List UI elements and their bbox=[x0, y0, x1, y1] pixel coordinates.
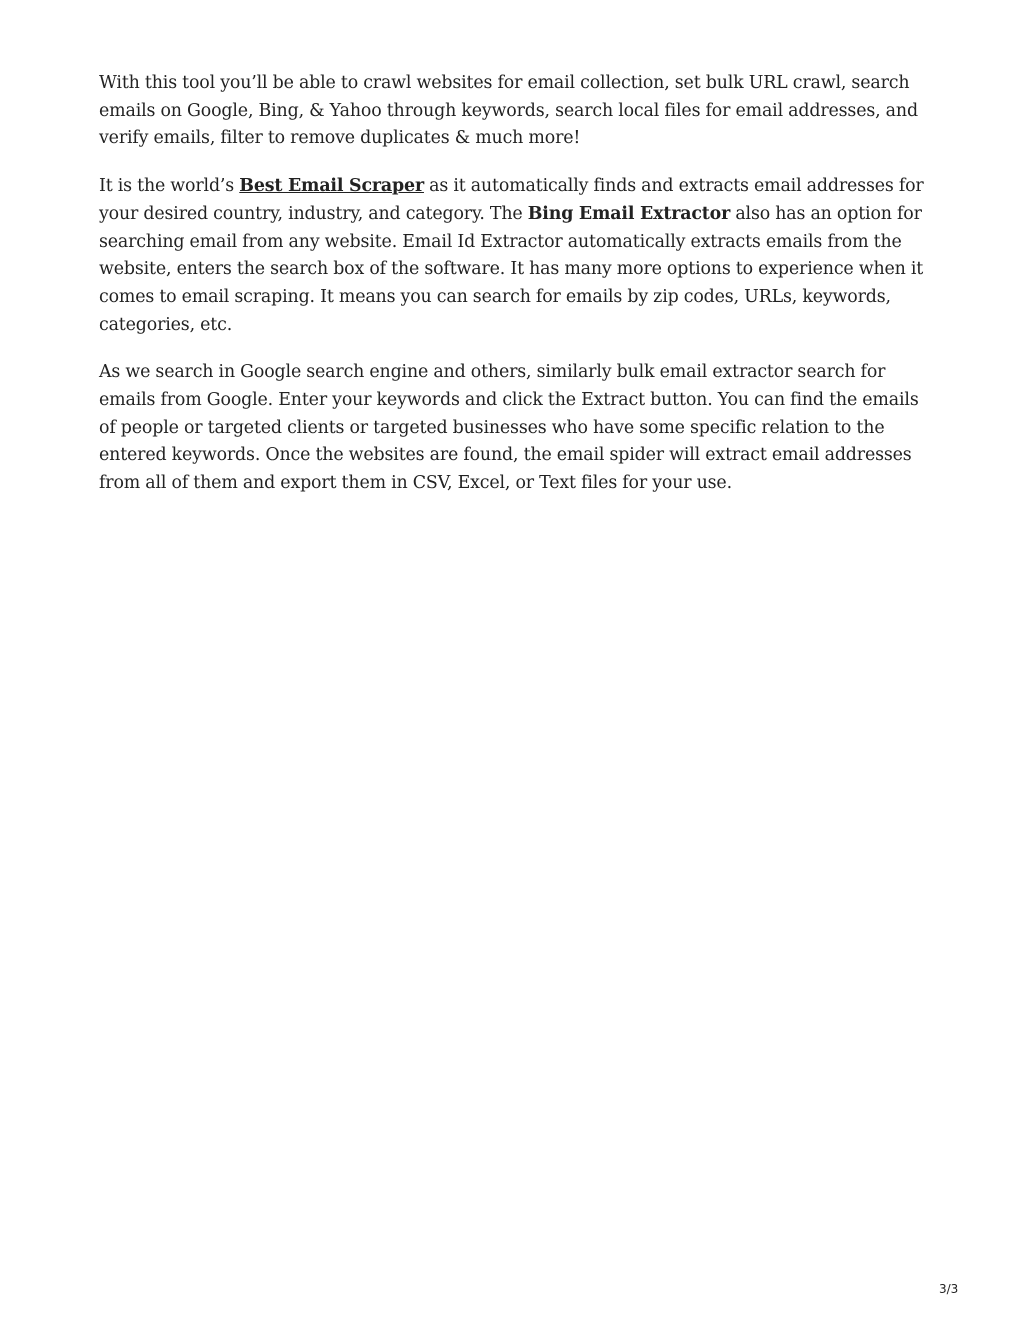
bing-email-extractor-bold: Bing Email Extractor bbox=[527, 203, 731, 224]
paragraph-intro: With this tool you’ll be able to crawl websites for email collection, set bulk URL crawl, search emails on Google, Bing, & Yahoo through keywords, search local files for email addresses, and verify emails, filter to remove duplicates & much more! bbox=[99, 73, 918, 149]
paragraph-google-search: As we search in Google search engine and others, similarly bulk email extractor search for emails from Google. Enter your keywords and click the Extract button. You can find the emails of people or targeted clients or targeted businesses who have some specific relation to the entered keywords. Once the websites are found, the email spider will extract email addresses from all of them and export them in CSV, Excel, or Text files for your use. bbox=[99, 362, 919, 494]
paragraph-best-email-scraper bbox=[99, 173, 929, 339]
paragraph-text-segment: It is the world’s bbox=[99, 176, 240, 197]
best-email-scraper-link[interactable]: Best Email Scraper bbox=[239, 176, 424, 197]
page-number: 3/3 bbox=[939, 1282, 959, 1296]
paragraph-text-segment: also has an option for searching email from any website. Email Id Extractor automatically extracts emails from the website, enters the search box of the software. It has many more options to experience when it comes to email scraping. It means you can search for emails by zip codes, URLs, keywords, categories, etc. bbox=[99, 203, 924, 335]
document-body bbox=[99, 70, 929, 518]
paragraph-text-segment: as it automatically finds and extracts email addresses for your desired country, industry, and category. The bbox=[99, 176, 924, 224]
